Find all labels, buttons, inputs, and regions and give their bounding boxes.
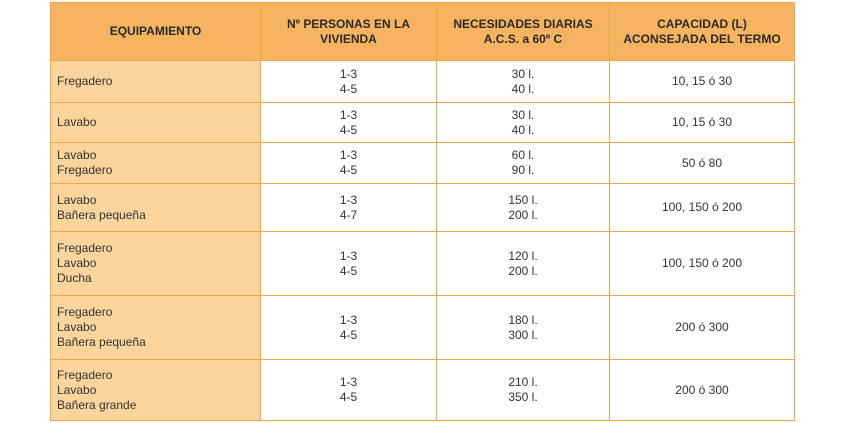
capacidad-value: 200 ó 300	[675, 382, 729, 397]
personas-value: 1-3	[339, 107, 358, 122]
personas-value: 4-5	[339, 122, 358, 137]
equipamiento-item: Lavabo	[57, 148, 97, 162]
capacidad-cell	[610, 61, 795, 103]
personas-value: 1-3	[339, 312, 358, 327]
equipamiento-item: Fregadero	[57, 367, 113, 382]
equipamiento-item: Fregadero	[57, 163, 113, 177]
necesidades-value: 40 l.	[511, 122, 535, 137]
personas-cell	[261, 184, 437, 232]
capacidad-cell	[610, 360, 795, 421]
table-header-row	[51, 3, 795, 61]
header-equipamiento	[51, 3, 261, 61]
personas-value: 4-5	[339, 263, 358, 278]
necesidades-cell	[437, 184, 610, 232]
necesidades-cell	[437, 143, 610, 184]
equipamiento-cell	[51, 61, 261, 103]
header-line: ACONSEJADA DEL TERMO	[623, 31, 781, 46]
capacidad-cell	[610, 103, 795, 143]
personas-value: 1-3	[339, 66, 358, 81]
equipamiento-cell	[51, 360, 261, 421]
equipamiento-item: Ducha	[57, 271, 92, 285]
equipamiento-item: Lavabo	[57, 192, 97, 207]
necesidades-value: 350 l.	[508, 390, 538, 404]
header-line: VIVIENDA	[320, 31, 377, 46]
personas-cell	[261, 232, 437, 296]
necesidades-value: 180 l.	[508, 312, 538, 327]
equipamiento-item: Bañera pequeña	[57, 335, 146, 349]
capacidad-cell	[610, 143, 795, 184]
equipamiento-item: Lavabo	[57, 115, 97, 129]
equipamiento-item: Fregadero	[57, 241, 113, 255]
personas-cell	[261, 296, 437, 360]
header-line: Nº PERSONAS EN LA	[286, 16, 411, 31]
personas-value: 4-5	[339, 390, 358, 404]
necesidades-value: 40 l.	[511, 81, 535, 96]
equipamiento-item: Fregadero	[57, 74, 113, 88]
necesidades-value: 200 l.	[508, 263, 538, 278]
capacidad-value: 100, 150 ó 200	[661, 200, 743, 214]
personas-cell	[261, 103, 437, 143]
personas-cell	[261, 61, 437, 103]
necesidades-value: 200 l.	[508, 207, 538, 222]
necesidades-value: 60 l.	[511, 148, 535, 162]
capacidad-value: 200 ó 300	[675, 320, 729, 334]
equipamiento-cell	[51, 232, 261, 296]
header-line: A.C.S. a 60º C	[483, 31, 563, 46]
table-row	[51, 61, 795, 103]
necesidades-cell	[437, 103, 610, 143]
equipamiento-item: Bañera grande	[57, 397, 137, 412]
necesidades-value: 300 l.	[508, 327, 538, 342]
personas-value: 4-5	[339, 327, 358, 342]
personas-value: 4-7	[339, 207, 358, 222]
necesidades-cell	[437, 232, 610, 296]
header-necesidades	[437, 3, 610, 61]
header-line: EQUIPAMIENTO	[109, 24, 202, 38]
necesidades-value: 30 l.	[511, 107, 535, 122]
acs-capacity-table	[50, 2, 795, 421]
necesidades-value: 30 l.	[511, 66, 535, 81]
table-row	[51, 360, 795, 421]
equipamiento-cell	[51, 103, 261, 143]
personas-value: 4-5	[339, 163, 358, 177]
capacidad-cell	[610, 232, 795, 296]
personas-value: 1-3	[339, 192, 358, 207]
table-row	[51, 296, 795, 360]
personas-value: 1-3	[339, 248, 358, 263]
header-personas	[261, 3, 437, 61]
necesidades-value: 90 l.	[511, 163, 535, 177]
capacidad-cell	[610, 184, 795, 232]
necesidades-value: 120 l.	[508, 248, 538, 263]
necesidades-value: 150 l.	[508, 192, 538, 207]
personas-value: 1-3	[339, 148, 358, 162]
table-row	[51, 103, 795, 143]
personas-cell	[261, 143, 437, 184]
capacidad-value: 10, 15 ó 30	[671, 115, 733, 129]
necesidades-cell	[437, 360, 610, 421]
table-row	[51, 143, 795, 184]
table-row	[51, 184, 795, 232]
equipamiento-item: Bañera pequeña	[57, 207, 146, 222]
table-row	[51, 232, 795, 296]
necesidades-cell	[437, 296, 610, 360]
header-line: CAPACIDAD (L)	[657, 16, 747, 31]
equipamiento-item: Lavabo	[57, 382, 97, 397]
capacidad-value: 50 ó 80	[681, 155, 723, 170]
personas-cell	[261, 360, 437, 421]
capacidad-cell	[610, 296, 795, 360]
equipamiento-item: Lavabo	[57, 256, 97, 270]
equipamiento-cell	[51, 184, 261, 232]
necesidades-cell	[437, 61, 610, 103]
equipamiento-cell	[51, 296, 261, 360]
personas-value: 1-3	[339, 375, 358, 389]
acs-capacity-table-container	[50, 2, 794, 420]
capacidad-value: 10, 15 ó 30	[671, 74, 733, 88]
personas-value: 4-5	[339, 81, 358, 96]
header-capacidad	[610, 3, 795, 61]
necesidades-value: 210 l.	[508, 375, 538, 389]
capacidad-value: 100, 150 ó 200	[661, 256, 743, 270]
equipamiento-item: Fregadero	[57, 305, 113, 319]
equipamiento-item: Lavabo	[57, 320, 97, 334]
header-line: NECESIDADES DIARIAS	[453, 16, 593, 31]
equipamiento-cell	[51, 143, 261, 184]
